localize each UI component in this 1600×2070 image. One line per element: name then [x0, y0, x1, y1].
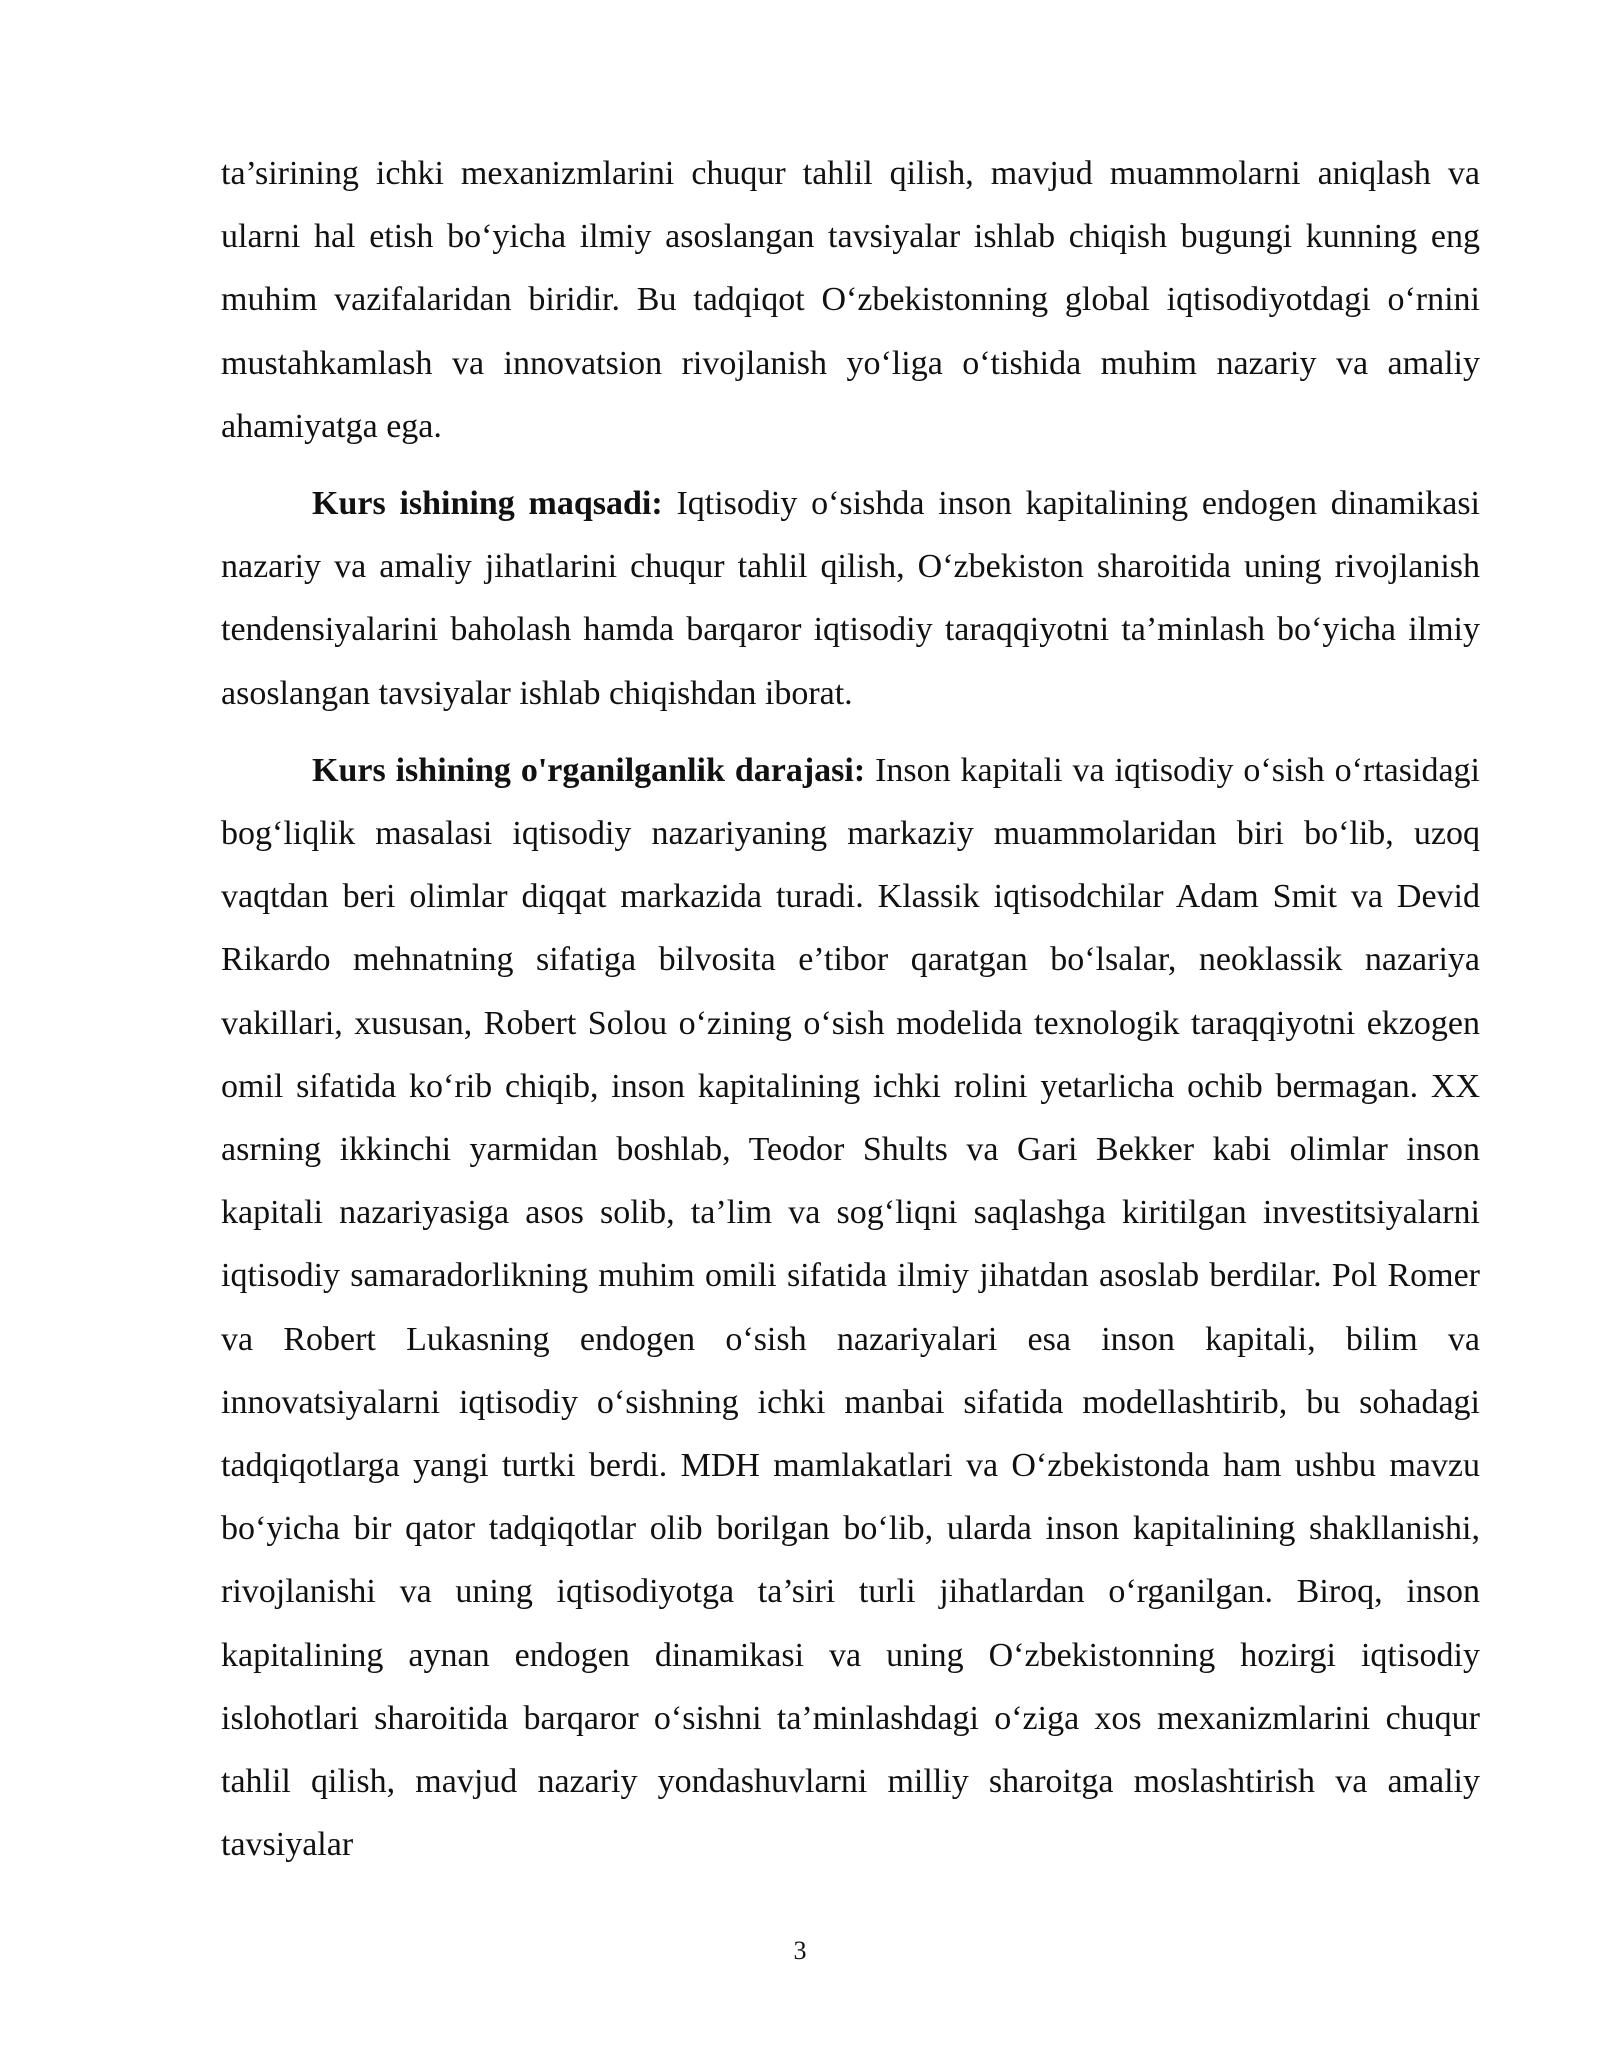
page-number: 3	[793, 1936, 807, 1965]
paragraph-literature-review	[221, 739, 1480, 1877]
paragraph-aim	[221, 472, 1480, 725]
body-text	[221, 142, 1480, 1890]
paragraph-text: Iqtisodiy o‘sishda inson kapitalining endogen dinamikasi nazariy va amaliy jihatlarini chuqur tahlil qilish, O‘zbekiston sharoitida uning rivojlanish tendensiyalarini baholash hamda barqaror iqtisodiy taraqqiyotni ta’minlash bo‘yicha ilmiy asoslangan tavsiyalar ishlab chiqishdan iborat.	[221, 485, 1480, 712]
paragraph-heading: Kurs ishining o'rganilganlik darajasi:	[312, 751, 866, 789]
paragraph-continuation	[221, 142, 1480, 458]
paragraph-text: Inson kapitali va iqtisodiy o‘sish o‘rtasidagi bog‘liqlik masalasi iqtisodiy nazariyaning markaziy muammolaridan biri bo‘lib, uzoq vaqtdan beri olimlar diqqat markazida turadi. Klassik iqtisodchilar Adam Smit va Devid Rikardo mehnatning sifatiga bilvosita e’tibor qaratgan bo‘lsalar, neoklassik nazariya vakillari, xususan, Robert Solou o‘zining o‘sish modelida texnologik taraqqiyotni ekzogen omil sifatida ko‘rib chiqib, inson kapitalining ichki rolini yetarlicha ochib bermagan. XX asrning ikkinchi yarmidan boshlab, Teodor Shults va Gari Bekker kabi olimlar inson kapitali nazariyasiga asos solib, ta’lim va sog‘liqni saqlashga kiritilgan investitsiyalarni iqtisodiy samaradorlikning muhim omili sifatida ilmiy jihatdan asoslab berdilar. Pol Romer va Robert Lukasning endogen o‘sish nazariyalari esa inson kapitali, bilim va innovatsiyalarni iqtisodiy o‘sishning ichki manbai sifatida modellashtirib, bu sohadagi tadqiqotlarga yangi turtki berdi. MDH mamlakatlari va O‘zbekistonda ham ushbu mavzu bo‘yicha bir qator tadqiqotlar olib borilgan bo‘lib, ularda inson kapitalining shakllanishi, rivojlanishi va uning iqtisodiyotga ta’siri turli jihatlardan o‘rganilgan. Biroq, inson kapitalining aynan endogen dinamikasi va uning O‘zbekistonning hozirgi iqtisodiy islohotlari sharoitida barqaror o‘sishni ta’minlashdagi o‘ziga xos mexanizmlarini chuqur tahlil qilish, mavjud nazariy yondashuvlarni milliy sharoitga moslashtirish va amaliy tavsiyalar	[221, 751, 1480, 1864]
paragraph-heading: Kurs ishining maqsadi:	[312, 485, 663, 523]
paragraph-text: ta’sirining ichki mexanizmlarini chuqur tahlil qilish, mavjud muammolarni aniqlash va ularni hal etish bo‘yicha ilmiy asoslangan tavsiyalar ishlab chiqish bugungi kunning eng muhim vazifalaridan biridir. Bu tadqiqot O‘zbekistonning global iqtisodiyotdagi o‘rnini mustahkamlash va innovatsion rivojlanish yo‘liga o‘tishida muhim nazariy va amaliy ahamiyatga ega.	[221, 155, 1480, 445]
